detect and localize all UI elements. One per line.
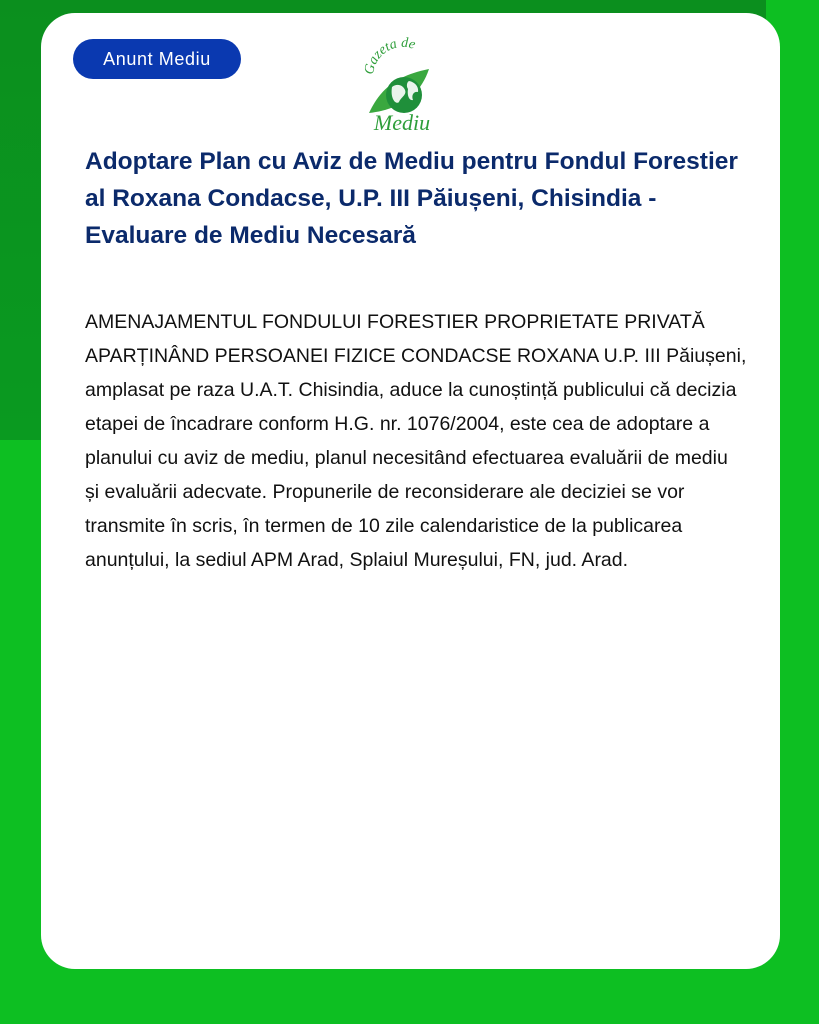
logo-text-bottom: Mediu — [373, 110, 431, 135]
article-body: AMENAJAMENTUL FONDULUI FORESTIER PROPRIETATE PRIVATĂ APARȚINÂND PERSOANEI FIZICE CONDACSE ROXANA U.P. III Păiușeni, amplasat pe raza U.A.T. Chisindia, aduce la cunoștință publicului că decizia etapei de încadrare conform H.G. nr. 1076/2004, este cea de adoptare a planului cu aviz de mediu, planul necesitând efectuarea evaluării de mediu și evaluării adecvate. Propunerile de reconsiderare ale deciziei se vor transmite în scris, în termen de 10 zile calendaristice de la publicarea anunțului, la sediul APM Arad, Splaiul Mureșului, FN, jud. Arad. — [85, 311, 747, 571]
logo-text-top: Gazeta de — [361, 35, 417, 76]
announcement-card — [41, 13, 780, 969]
gazeta-de-mediu-logo — [359, 35, 445, 135]
article-title: Adoptare Plan cu Aviz de Mediu pentru Fondul Forestier al Roxana Condacse, U.P. III Păiușeni, Chisindia - Evaluare de Mediu Necesară — [85, 148, 738, 249]
category-badge[interactable]: Anunt Mediu — [73, 39, 241, 79]
globe-leaf-icon — [359, 35, 445, 135]
